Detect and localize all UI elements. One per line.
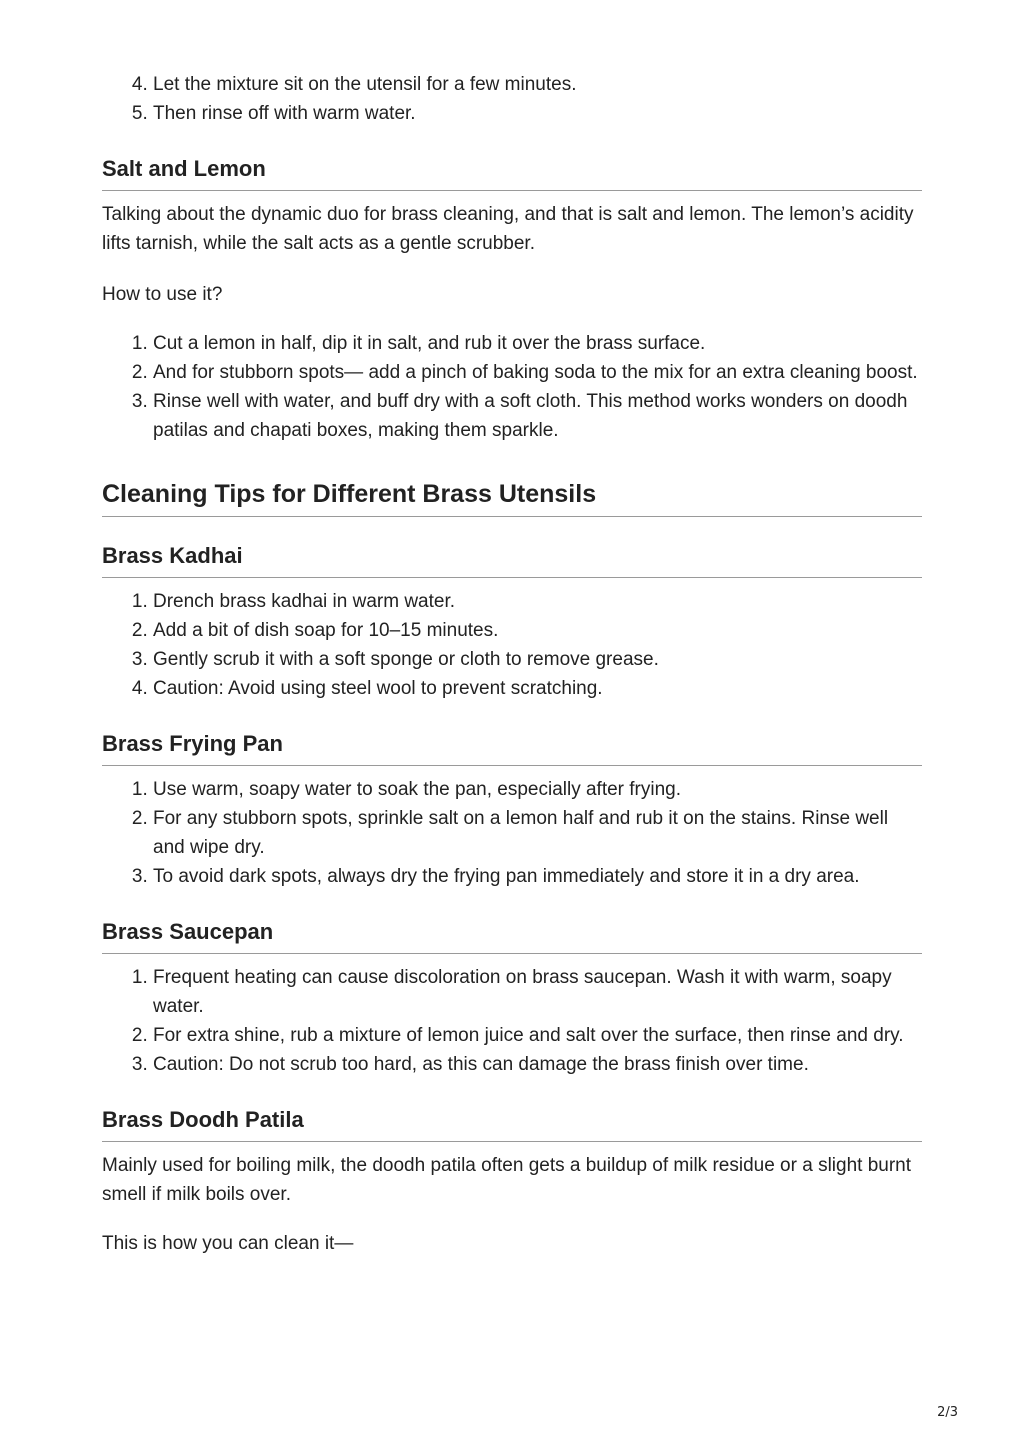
cleaning-tips-heading: Cleaning Tips for Different Brass Utensils <box>102 479 922 517</box>
doodh-patila-heading: Brass Doodh Patila <box>102 1106 922 1142</box>
kadhai-heading: Brass Kadhai <box>102 542 922 578</box>
kadhai-steps-list <box>102 587 922 703</box>
salt-lemon-how-to: How to use it? <box>102 284 223 305</box>
list-item: 3. Gently scrub it with a soft sponge or cloth to remove grease. <box>153 645 922 674</box>
list-item: 3. Rinse well with water, and buff dry with a soft cloth. This method works wonders on doodh patilas and chapati boxes, making them sparkle. <box>153 387 922 445</box>
frying-pan-heading: Brass Frying Pan <box>102 730 922 766</box>
document-page <box>102 70 922 1258</box>
saucepan-heading: Brass Saucepan <box>102 918 922 954</box>
doodh-patila-paragraph: Mainly used for boiling milk, the doodh patila often gets a buildup of milk residue or a slight burnt smell if milk boils over. <box>102 1155 912 1205</box>
salt-lemon-paragraph: Talking about the dynamic duo for brass cleaning, and that is salt and lemon. The lemon’s acidity lifts tarnish, while the salt acts as a gentle scrubber. <box>102 204 914 254</box>
list-item: 4. Let the mixture sit on the utensil for a few minutes. <box>153 70 922 99</box>
frying-pan-steps-list <box>102 775 922 891</box>
list-item: 5. Then rinse off with warm water. <box>153 99 922 128</box>
list-item: 1. Drench brass kadhai in warm water. <box>153 587 922 616</box>
page-number: 2/3 <box>937 1405 958 1420</box>
doodh-patila-closing: This is how you can clean it— <box>102 1233 354 1254</box>
saucepan-steps-list <box>102 963 922 1079</box>
salt-lemon-steps-list <box>102 329 922 445</box>
list-item: 2. And for stubborn spots— add a pinch of baking soda to the mix for an extra cleaning boost. <box>153 358 922 387</box>
list-item: 1. Cut a lemon in half, dip it in salt, and rub it over the brass surface. <box>153 329 922 358</box>
list-item: 1. Use warm, soapy water to soak the pan, especially after frying. <box>153 775 922 804</box>
salt-lemon-heading: Salt and Lemon <box>102 155 922 191</box>
list-item: 2. For any stubborn spots, sprinkle salt on a lemon half and rub it on the stains. Rinse well and wipe dry. <box>153 804 922 862</box>
list-item: 4. Caution: Avoid using steel wool to prevent scratching. <box>153 674 922 703</box>
list-item: 3. To avoid dark spots, always dry the frying pan immediately and store it in a dry area. <box>153 862 922 891</box>
intro-steps-list <box>102 70 922 128</box>
list-item: 3. Caution: Do not scrub too hard, as this can damage the brass finish over time. <box>153 1050 922 1079</box>
list-item: 2. Add a bit of dish soap for 10–15 minutes. <box>153 616 922 645</box>
list-item: 1. Frequent heating can cause discoloration on brass saucepan. Wash it with warm, soapy water. <box>153 963 922 1021</box>
list-item: 2. For extra shine, rub a mixture of lemon juice and salt over the surface, then rinse and dry. <box>153 1021 922 1050</box>
